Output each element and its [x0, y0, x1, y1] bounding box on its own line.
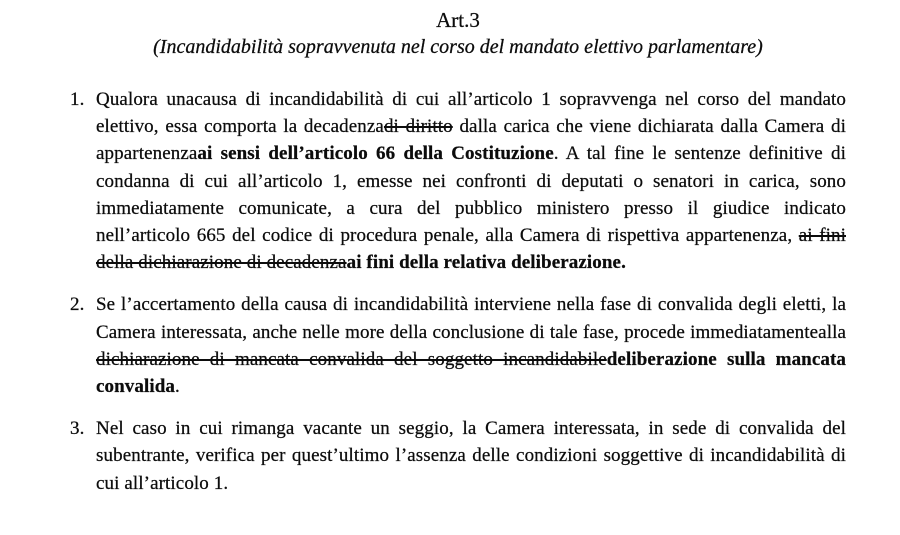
paragraph-item-1 [70, 86, 846, 276]
text-run-strikethrough: dichiarazione di mancata convalida del soggetto incandidabile [96, 348, 607, 370]
text-run: Se l’accertamento della causa di incandidabilità interviene nella fase di convalida degli eletti, la Camera interessata, anche nelle more della conclusione di tale fase, procede immediatamentealla [96, 294, 846, 343]
text-run: Qualora unacausa di incandidabilità di cui all’articolo 1 sopravvenga nel corso del mandato elettivo, essa comporta la decadenza [96, 89, 846, 138]
text-run-bold: ai fini della relativa deliberazione. [346, 252, 626, 274]
text-run: . [175, 376, 180, 398]
text-run-strikethrough: di diritto [383, 116, 453, 138]
text-run: . A tal fine le sentenze definitive di condanna di cui all’articolo 1, emesse nei confronti di deputati o senatori in carica, sono immediatamente comunicate, a cura del pubblico ministero presso il giudice indicato nell’articolo 665 del codice di procedura penale, alla Camera di rispettiva appartenenza, [96, 143, 846, 247]
text-run-strikethrough: ai fini della dichiarazione di decadenza [96, 225, 846, 274]
text-run: dalla carica che viene dichiarata dalla Camera di appartenenza [96, 116, 846, 165]
paragraph-list [70, 86, 846, 497]
paragraph-item-3 [70, 415, 846, 497]
article-subtitle: (Incandidabilità sopravvenuta nel corso del mandato elettivo parlamentare) [153, 36, 763, 58]
text-run-bold: ai sensi dell’articolo 66 della Costituzione [197, 143, 554, 165]
paragraph-item-2 [70, 291, 846, 400]
paragraph-number: 1. [70, 89, 85, 110]
article-title: Art.3 [436, 8, 480, 32]
paragraph-number: 3. [70, 418, 85, 440]
paragraph-number: 2. [70, 294, 85, 316]
text-run-bold: deliberazione sulla mancata convalida [96, 348, 846, 398]
text-run: Nel caso in cui rimanga vacante un seggio, la Camera interessata, in sede di convalida del subentrante, verifica per quest’ultimo l’assenza delle condizioni soggettive di incandidabilità di cui all’articolo 1. [96, 418, 846, 494]
